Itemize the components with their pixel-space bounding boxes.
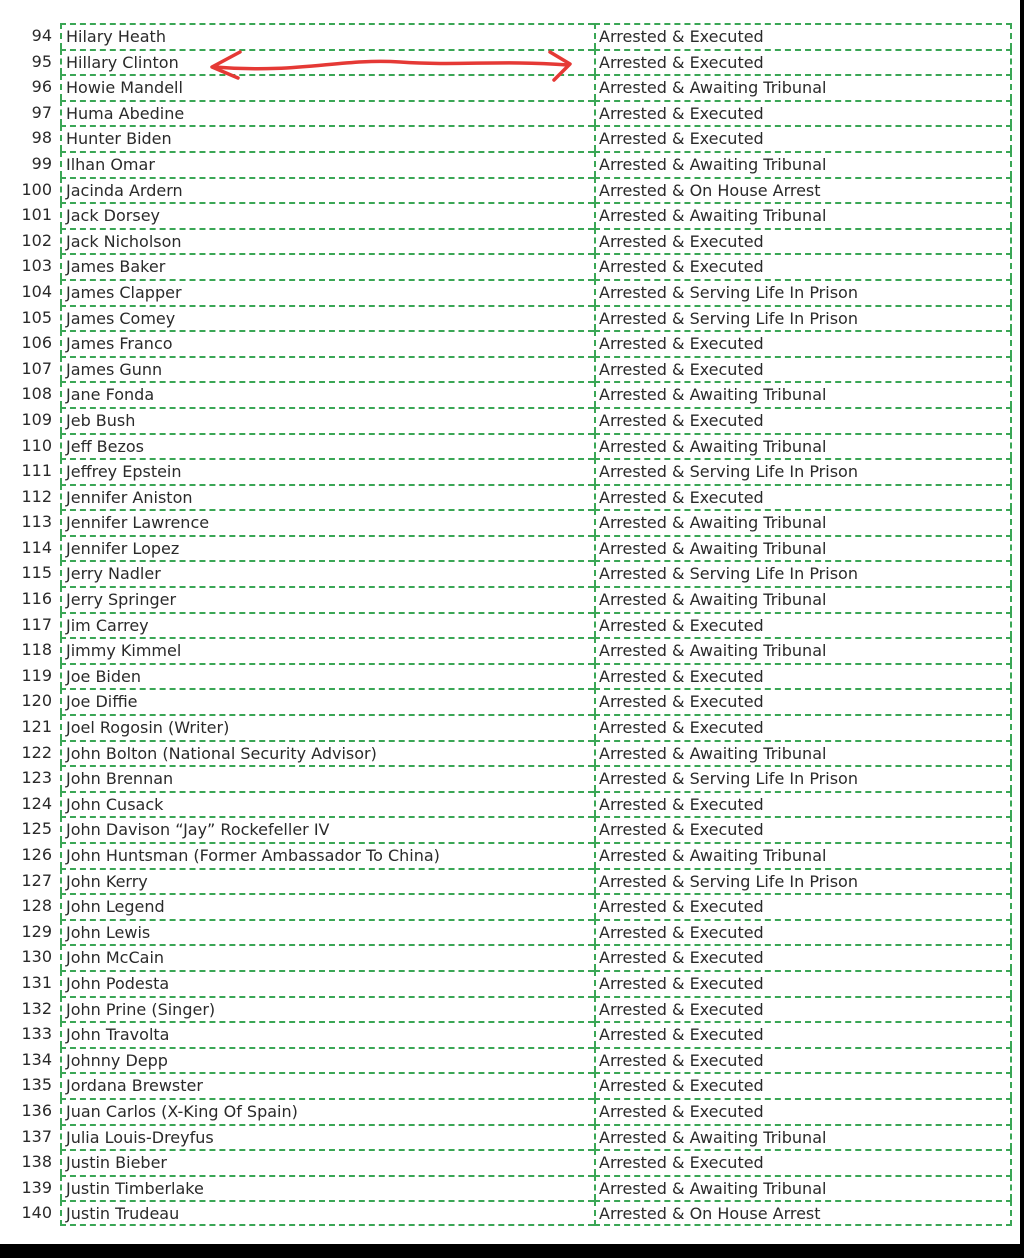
status-cell: Arrested & Executed (594, 1072, 1012, 1098)
row-number: 113 (21, 512, 52, 532)
person-name-cell: Jeb Bush (60, 407, 594, 433)
row-number: 121 (21, 717, 52, 737)
row-number: 114 (21, 537, 52, 557)
table-row (0, 586, 1012, 612)
row-number: 104 (21, 281, 52, 301)
person-name-cell: Jordana Brewster (60, 1072, 594, 1098)
person-name-cell: James Clapper (60, 279, 594, 305)
table-row (0, 305, 1012, 331)
row-number: 116 (21, 589, 52, 609)
person-name-cell: Joe Biden (60, 663, 594, 689)
table-row (0, 893, 1012, 919)
person-name-cell: Jacinda Ardern (60, 177, 594, 203)
table-row (0, 23, 1012, 49)
row-number: 117 (21, 614, 52, 634)
row-number: 123 (21, 768, 52, 788)
person-name-cell: Jennifer Aniston (60, 484, 594, 510)
row-number: 95 (31, 51, 52, 71)
person-name-cell: Jack Nicholson (60, 228, 594, 254)
row-number: 138 (21, 1152, 52, 1172)
table-row (0, 637, 1012, 663)
person-name-cell: John Huntsman (Former Ambassador To China) (60, 842, 594, 868)
table-row (0, 765, 1012, 791)
person-name-cell: Jennifer Lopez (60, 535, 594, 561)
table-row (0, 688, 1012, 714)
person-name-cell: Hillary Clinton (60, 49, 594, 75)
status-cell: Arrested & Executed (594, 970, 1012, 996)
table-row (0, 944, 1012, 970)
table-row (0, 125, 1012, 151)
row-number: 102 (21, 230, 52, 250)
table-row (0, 1021, 1012, 1047)
status-cell: Arrested & Executed (594, 893, 1012, 919)
row-number: 101 (21, 205, 52, 225)
person-name-cell: Hunter Biden (60, 125, 594, 151)
table-row (0, 356, 1012, 382)
table-row (0, 1149, 1012, 1175)
person-name-cell: John Brennan (60, 765, 594, 791)
status-cell: Arrested & Executed (594, 356, 1012, 382)
person-name-cell: Jim Carrey (60, 612, 594, 638)
person-name-cell: Justin Timberlake (60, 1175, 594, 1201)
person-name-cell: Johnny Depp (60, 1047, 594, 1073)
row-number: 124 (21, 793, 52, 813)
person-name-cell: Justin Trudeau (60, 1200, 594, 1226)
status-cell: Arrested & Executed (594, 1149, 1012, 1175)
status-cell: Arrested & Executed (594, 816, 1012, 842)
person-name-cell: Hilary Heath (60, 23, 594, 49)
status-cell: Arrested & Serving Life In Prison (594, 279, 1012, 305)
row-number: 110 (21, 435, 52, 455)
status-cell: Arrested & Executed (594, 944, 1012, 970)
person-name-cell: John Travolta (60, 1021, 594, 1047)
table-row (0, 919, 1012, 945)
row-number: 135 (21, 1075, 52, 1095)
table-row (0, 612, 1012, 638)
table-row (0, 381, 1012, 407)
status-cell: Arrested & Executed (594, 688, 1012, 714)
status-cell: Arrested & Awaiting Tribunal (594, 842, 1012, 868)
person-name-cell: Juan Carlos (X-King Of Spain) (60, 1098, 594, 1124)
row-number: 128 (21, 896, 52, 916)
table-row (0, 996, 1012, 1022)
person-name-cell: John McCain (60, 944, 594, 970)
row-number: 111 (21, 461, 52, 481)
table-row (0, 100, 1012, 126)
person-name-cell: Joel Rogosin (Writer) (60, 714, 594, 740)
person-name-cell: Justin Bieber (60, 1149, 594, 1175)
status-cell: Arrested & Awaiting Tribunal (594, 535, 1012, 561)
row-number: 109 (21, 409, 52, 429)
table-row (0, 279, 1012, 305)
status-cell: Arrested & Executed (594, 612, 1012, 638)
person-name-cell: John Prine (Singer) (60, 996, 594, 1022)
status-cell: Arrested & Awaiting Tribunal (594, 202, 1012, 228)
person-name-cell: John Bolton (National Security Advisor) (60, 740, 594, 766)
table-row (0, 535, 1012, 561)
person-name-cell: Joe Diffie (60, 688, 594, 714)
row-number: 118 (21, 640, 52, 660)
table-row (0, 791, 1012, 817)
status-cell: Arrested & Awaiting Tribunal (594, 1175, 1012, 1201)
table-row (0, 1072, 1012, 1098)
row-number: 108 (21, 384, 52, 404)
person-name-cell: John Podesta (60, 970, 594, 996)
person-name-cell: James Comey (60, 305, 594, 331)
status-cell: Arrested & Executed (594, 484, 1012, 510)
table-row (0, 74, 1012, 100)
status-cell: Arrested & Executed (594, 407, 1012, 433)
status-cell: Arrested & Serving Life In Prison (594, 868, 1012, 894)
status-cell: Arrested & Executed (594, 791, 1012, 817)
status-cell: Arrested & Executed (594, 1047, 1012, 1073)
status-cell: Arrested & Executed (594, 1098, 1012, 1124)
status-cell: Arrested & Awaiting Tribunal (594, 740, 1012, 766)
row-number: 132 (21, 998, 52, 1018)
status-cell: Arrested & Awaiting Tribunal (594, 637, 1012, 663)
person-name-cell: John Kerry (60, 868, 594, 894)
row-number: 115 (21, 563, 52, 583)
table-row (0, 560, 1012, 586)
status-cell: Arrested & Awaiting Tribunal (594, 1124, 1012, 1150)
status-cell: Arrested & Serving Life In Prison (594, 305, 1012, 331)
table-row (0, 228, 1012, 254)
status-cell: Arrested & Executed (594, 49, 1012, 75)
status-cell: Arrested & Executed (594, 919, 1012, 945)
row-number: 94 (31, 26, 52, 45)
row-number: 103 (21, 256, 52, 276)
table-row (0, 740, 1012, 766)
person-name-cell: James Franco (60, 330, 594, 356)
status-cell: Arrested & Awaiting Tribunal (594, 433, 1012, 459)
status-cell: Arrested & Executed (594, 23, 1012, 49)
status-cell: Arrested & Executed (594, 253, 1012, 279)
status-cell: Arrested & Executed (594, 714, 1012, 740)
row-number: 130 (21, 947, 52, 967)
row-number: 106 (21, 333, 52, 353)
person-name-cell: John Cusack (60, 791, 594, 817)
status-cell: Arrested & Awaiting Tribunal (594, 586, 1012, 612)
row-number: 99 (31, 153, 52, 173)
person-name-cell: John Lewis (60, 919, 594, 945)
row-number: 125 (21, 819, 52, 839)
status-cell: Arrested & Serving Life In Prison (594, 765, 1012, 791)
status-cell: Arrested & Executed (594, 1021, 1012, 1047)
person-name-cell: James Gunn (60, 356, 594, 382)
row-number: 107 (21, 358, 52, 378)
row-number: 120 (21, 691, 52, 711)
row-number: 136 (21, 1100, 52, 1120)
row-number: 137 (21, 1126, 52, 1146)
row-number: 122 (21, 742, 52, 762)
person-name-cell: Jeffrey Epstein (60, 458, 594, 484)
row-number: 140 (21, 1203, 52, 1223)
person-name-cell: Ilhan Omar (60, 151, 594, 177)
status-cell: Arrested & Serving Life In Prison (594, 458, 1012, 484)
person-name-cell: Julia Louis-Dreyfus (60, 1124, 594, 1150)
table-row (0, 1200, 1012, 1226)
row-number: 133 (21, 1024, 52, 1044)
person-name-cell: Jane Fonda (60, 381, 594, 407)
table-row (0, 1098, 1012, 1124)
table-row (0, 1124, 1012, 1150)
row-number: 98 (31, 128, 52, 148)
table-row (0, 177, 1012, 203)
person-name-cell: Huma Abedine (60, 100, 594, 126)
status-cell: Arrested & On House Arrest (594, 1200, 1012, 1226)
name-status-table (0, 23, 1012, 1226)
status-cell: Arrested & Executed (594, 663, 1012, 689)
person-name-cell: Jeff Bezos (60, 433, 594, 459)
status-cell: Arrested & Awaiting Tribunal (594, 509, 1012, 535)
table-row (0, 330, 1012, 356)
table-row (0, 868, 1012, 894)
table-row (0, 1175, 1012, 1201)
table-row (0, 714, 1012, 740)
row-number: 139 (21, 1177, 52, 1197)
person-name-cell: Jerry Springer (60, 586, 594, 612)
status-cell: Arrested & Executed (594, 330, 1012, 356)
table-row (0, 1047, 1012, 1073)
table-row (0, 433, 1012, 459)
person-name-cell: John Davison “Jay” Rockefeller IV (60, 816, 594, 842)
table-row (0, 970, 1012, 996)
status-cell: Arrested & Serving Life In Prison (594, 560, 1012, 586)
person-name-cell: Howie Mandell (60, 74, 594, 100)
status-cell: Arrested & On House Arrest (594, 177, 1012, 203)
row-number: 119 (21, 665, 52, 685)
table-row (0, 484, 1012, 510)
status-cell: Arrested & Executed (594, 996, 1012, 1022)
row-number: 96 (31, 77, 52, 97)
person-name-cell: Jerry Nadler (60, 560, 594, 586)
status-cell: Arrested & Awaiting Tribunal (594, 74, 1012, 100)
row-number: 129 (21, 921, 52, 941)
table-row (0, 253, 1012, 279)
table-row (0, 202, 1012, 228)
row-number: 131 (21, 972, 52, 992)
row-number: 112 (21, 486, 52, 506)
person-name-cell: James Baker (60, 253, 594, 279)
row-number: 127 (21, 870, 52, 890)
table-row (0, 663, 1012, 689)
person-name-cell: Jennifer Lawrence (60, 509, 594, 535)
row-number: 100 (21, 179, 52, 199)
table-row (0, 151, 1012, 177)
person-name-cell: Jimmy Kimmel (60, 637, 594, 663)
row-number: 105 (21, 307, 52, 327)
table-row (0, 49, 1012, 75)
table-row (0, 407, 1012, 433)
person-name-cell: John Legend (60, 893, 594, 919)
row-number: 126 (21, 845, 52, 864)
row-number: 97 (31, 102, 52, 122)
table-row (0, 816, 1012, 842)
status-cell: Arrested & Executed (594, 228, 1012, 254)
person-name-cell: Jack Dorsey (60, 202, 594, 228)
table-row (0, 509, 1012, 535)
status-cell: Arrested & Awaiting Tribunal (594, 151, 1012, 177)
row-number: 134 (21, 1049, 52, 1069)
status-cell: Arrested & Executed (594, 125, 1012, 151)
table-row (0, 842, 1012, 868)
status-cell: Arrested & Executed (594, 100, 1012, 126)
status-cell: Arrested & Awaiting Tribunal (594, 381, 1012, 407)
table-row (0, 458, 1012, 484)
